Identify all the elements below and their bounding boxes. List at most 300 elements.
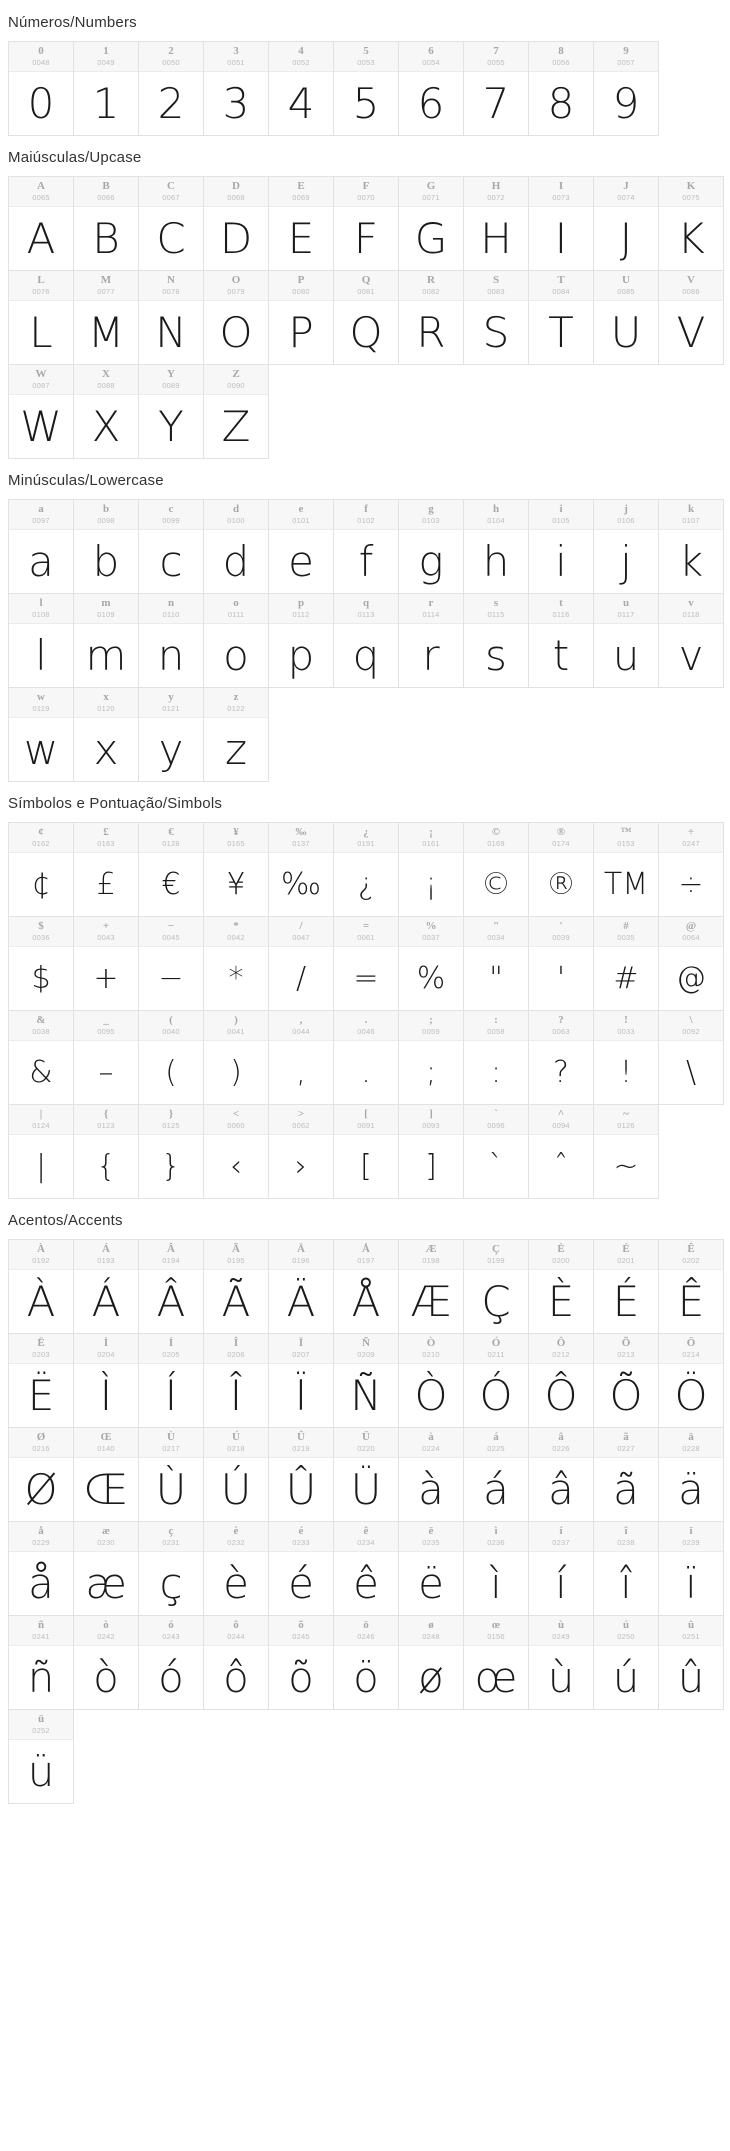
- glyph-cell[interactable]: [333, 916, 399, 1011]
- glyph-grid: [0, 1239, 730, 1803]
- glyph-cell[interactable]: [138, 1427, 204, 1522]
- glyph-cell[interactable]: [333, 593, 399, 688]
- glyph-cell[interactable]: [203, 593, 269, 688]
- glyph-name: Ì: [103, 1337, 109, 1350]
- glyph-cell[interactable]: [8, 1104, 74, 1199]
- glyph-cell[interactable]: [73, 41, 139, 136]
- glyph-cell[interactable]: [8, 1709, 74, 1804]
- glyph-code: 0079: [227, 286, 245, 296]
- glyph-cell[interactable]: [8, 916, 74, 1011]
- glyph-cell[interactable]: [138, 364, 204, 459]
- glyph-cell[interactable]: [463, 593, 529, 688]
- glyph-code: 0252: [32, 1725, 50, 1735]
- glyph-character: ": [489, 960, 503, 996]
- glyph-code: 0078: [162, 286, 180, 296]
- glyph-cell[interactable]: [138, 916, 204, 1011]
- glyph-code: 0087: [32, 380, 50, 390]
- glyph-cell[interactable]: [398, 499, 464, 594]
- glyph-cell[interactable]: [658, 1333, 724, 1428]
- glyph-cell[interactable]: [333, 822, 399, 917]
- glyph-header: [334, 500, 398, 530]
- glyph-cell[interactable]: [138, 1104, 204, 1199]
- glyph-cell[interactable]: [528, 1427, 594, 1522]
- glyph-character: =: [353, 960, 379, 996]
- section-title: Minúsculas/Lowercase: [8, 472, 164, 489]
- glyph-cell[interactable]: [593, 822, 659, 917]
- glyph-name: ÷: [687, 826, 695, 839]
- glyph-code: 0214: [682, 1349, 700, 1359]
- glyph-character: e: [288, 536, 314, 586]
- glyph-cell[interactable]: [8, 822, 74, 917]
- glyph-cell[interactable]: [203, 687, 269, 782]
- glyph-code: 0042: [227, 932, 245, 942]
- glyph-cell[interactable]: [528, 1333, 594, 1428]
- glyph-header: [139, 1105, 203, 1135]
- glyph-cell[interactable]: [593, 1427, 659, 1522]
- glyph-cell[interactable]: [528, 1104, 594, 1199]
- glyph-header: [529, 594, 593, 624]
- glyph-code: 0204: [97, 1349, 115, 1359]
- glyph-character: x: [93, 724, 119, 774]
- glyph-cell[interactable]: [8, 364, 74, 459]
- glyph-cell[interactable]: [73, 1521, 139, 1616]
- glyph-header: [334, 1428, 398, 1458]
- glyph-character: à: [418, 1464, 444, 1514]
- glyph-cell[interactable]: [138, 1239, 204, 1334]
- glyph-cell[interactable]: [268, 822, 334, 917]
- glyph-cell[interactable]: [333, 1427, 399, 1522]
- glyph-name: =: [362, 920, 370, 933]
- glyph-header: [139, 1011, 203, 1041]
- glyph-cell[interactable]: [203, 822, 269, 917]
- glyph-cell[interactable]: [658, 1239, 724, 1334]
- glyph-header: [74, 1105, 138, 1135]
- glyph-cell[interactable]: [8, 593, 74, 688]
- glyph-cell[interactable]: [463, 822, 529, 917]
- glyph-cell[interactable]: [73, 593, 139, 688]
- glyph-cell[interactable]: [138, 1521, 204, 1616]
- glyph-cell[interactable]: [268, 499, 334, 594]
- glyph-character: M: [87, 307, 125, 357]
- glyph-header: [399, 917, 463, 947]
- glyph-code: 0095: [97, 1026, 115, 1036]
- glyph-cell[interactable]: [463, 499, 529, 594]
- glyph-cell[interactable]: [333, 176, 399, 271]
- glyph-name: Û: [297, 1431, 305, 1444]
- glyph-name: ö: [363, 1619, 369, 1632]
- glyph-character: t: [552, 630, 570, 680]
- glyph-code: 0074: [617, 192, 635, 202]
- glyph-cell[interactable]: [593, 176, 659, 271]
- glyph-cell[interactable]: [398, 822, 464, 917]
- glyph-character: î: [620, 1558, 632, 1608]
- glyph-cell[interactable]: [8, 270, 74, 365]
- glyph-cell[interactable]: [268, 1333, 334, 1428]
- glyph-character: Ê: [677, 1276, 705, 1326]
- glyph-character: K: [677, 213, 705, 263]
- glyph-character: Ç: [481, 1276, 511, 1326]
- glyph-code: 0220: [357, 1443, 375, 1453]
- glyph-cell[interactable]: [463, 916, 529, 1011]
- glyph-cell[interactable]: [268, 41, 334, 136]
- glyph-header: [204, 1428, 268, 1458]
- glyph-character: f: [358, 536, 374, 586]
- glyph-character: h: [482, 536, 510, 586]
- glyph-code: 0238: [617, 1537, 635, 1547]
- glyph-name: $: [38, 920, 44, 933]
- glyph-cell[interactable]: [463, 41, 529, 136]
- glyph-cell[interactable]: [333, 1010, 399, 1105]
- glyph-character: k: [678, 536, 704, 586]
- glyph-cell[interactable]: [73, 822, 139, 917]
- glyph-cell[interactable]: [658, 1615, 724, 1710]
- glyph-character: ë: [418, 1558, 444, 1608]
- glyph-cell[interactable]: [333, 1521, 399, 1616]
- glyph-character: ‰: [280, 866, 322, 902]
- glyph-cell[interactable]: [8, 41, 74, 136]
- glyph-cell[interactable]: [528, 176, 594, 271]
- glyph-cell[interactable]: [203, 41, 269, 136]
- glyph-cell[interactable]: [268, 1010, 334, 1105]
- glyph-header: [139, 823, 203, 853]
- glyph-cell[interactable]: [463, 270, 529, 365]
- glyph-header: [74, 42, 138, 72]
- glyph-code: 0246: [357, 1631, 375, 1641]
- glyph-cell[interactable]: [658, 916, 724, 1011]
- glyph-cell[interactable]: [398, 1010, 464, 1105]
- glyph-cell[interactable]: [268, 593, 334, 688]
- glyph-cell[interactable]: [268, 1427, 334, 1522]
- glyph-cell[interactable]: [268, 1239, 334, 1334]
- glyph-name: ó: [168, 1619, 174, 1632]
- glyph-character: −: [158, 960, 184, 996]
- glyph-cell[interactable]: [528, 499, 594, 594]
- glyph-character: Ô: [544, 1370, 578, 1420]
- glyph-cell[interactable]: [593, 499, 659, 594]
- glyph-code: 0109: [97, 609, 115, 619]
- glyph-name: Ñ: [362, 1337, 370, 1350]
- glyph-cell[interactable]: [398, 1239, 464, 1334]
- glyph-name: ¢: [38, 826, 44, 839]
- glyph-cell[interactable]: [138, 1615, 204, 1710]
- glyph-cell[interactable]: [268, 1615, 334, 1710]
- glyph-cell[interactable]: [138, 1333, 204, 1428]
- glyph-cell[interactable]: [528, 1010, 594, 1105]
- glyph-character: ì: [490, 1558, 502, 1608]
- glyph-cell[interactable]: [268, 270, 334, 365]
- glyph-code: 0050: [162, 57, 180, 67]
- glyph-cell[interactable]: [8, 176, 74, 271]
- glyph-cell[interactable]: [528, 593, 594, 688]
- glyph-cell[interactable]: [203, 1427, 269, 1522]
- glyph-cell[interactable]: [398, 916, 464, 1011]
- glyph-cell[interactable]: [73, 1615, 139, 1710]
- glyph-cell[interactable]: [268, 916, 334, 1011]
- glyph-header: [529, 917, 593, 947]
- glyph-cell[interactable]: [528, 916, 594, 1011]
- glyph-header: [9, 917, 73, 947]
- glyph-code: 0228: [682, 1443, 700, 1453]
- glyph-character: ¿: [357, 866, 375, 902]
- glyph-cell[interactable]: [528, 270, 594, 365]
- glyph-code: 0111: [227, 609, 245, 619]
- glyph-header: [139, 1428, 203, 1458]
- glyph-character: T: [548, 307, 574, 357]
- glyph-cell[interactable]: [528, 822, 594, 917]
- glyph-code: 0234: [357, 1537, 375, 1547]
- glyph-cell[interactable]: [138, 1010, 204, 1105]
- glyph-name: {: [103, 1108, 109, 1121]
- glyph-name: g: [428, 503, 434, 516]
- glyph-name: ": [492, 920, 500, 933]
- glyph-cell[interactable]: [398, 1333, 464, 1428]
- glyph-cell[interactable]: [463, 1427, 529, 1522]
- glyph-name: À: [37, 1243, 45, 1256]
- glyph-cell[interactable]: [73, 1104, 139, 1199]
- glyph-character: TM: [603, 866, 649, 902]
- glyph-cell[interactable]: [8, 1010, 74, 1105]
- glyph-cell[interactable]: [73, 499, 139, 594]
- glyph-cell[interactable]: [593, 1333, 659, 1428]
- glyph-name: K: [686, 180, 696, 193]
- glyph-cell[interactable]: [658, 270, 724, 365]
- glyph-name: e: [298, 503, 304, 516]
- glyph-code: 0227: [617, 1443, 635, 1453]
- glyph-cell[interactable]: [333, 41, 399, 136]
- glyph-cell[interactable]: [203, 364, 269, 459]
- glyph-cell[interactable]: [138, 822, 204, 917]
- glyph-cell[interactable]: [333, 1104, 399, 1199]
- glyph-name: N: [167, 274, 175, 287]
- glyph-header: [9, 1522, 73, 1552]
- glyph-cell[interactable]: [73, 687, 139, 782]
- glyph-character: €: [161, 866, 181, 902]
- glyph-cell[interactable]: [593, 1104, 659, 1199]
- glyph-cell[interactable]: [8, 1427, 74, 1522]
- glyph-cell[interactable]: [528, 1521, 594, 1616]
- glyph-code: 0107: [682, 515, 700, 525]
- glyph-cell[interactable]: [333, 1239, 399, 1334]
- glyph-name: ;: [429, 1014, 433, 1027]
- glyph-cell[interactable]: [398, 176, 464, 271]
- glyph-header: [9, 594, 73, 624]
- glyph-cell[interactable]: [333, 1615, 399, 1710]
- glyph-cell[interactable]: [463, 1333, 529, 1428]
- glyph-header: [659, 1011, 723, 1041]
- glyph-cell[interactable]: [203, 1104, 269, 1199]
- glyph-cell[interactable]: [73, 1333, 139, 1428]
- glyph-cell[interactable]: [73, 364, 139, 459]
- glyph-name: á: [493, 1431, 499, 1444]
- glyph-character: ˆ: [553, 1148, 569, 1184]
- glyph-header: [269, 1011, 333, 1041]
- glyph-cell[interactable]: [463, 1521, 529, 1616]
- glyph-cell[interactable]: [8, 687, 74, 782]
- glyph-cell[interactable]: [8, 1239, 74, 1334]
- glyph-code: 0043: [97, 932, 115, 942]
- glyph-cell[interactable]: [138, 687, 204, 782]
- glyph-character: 1: [92, 78, 120, 128]
- glyph-cell[interactable]: [398, 1427, 464, 1522]
- glyph-cell[interactable]: [658, 593, 724, 688]
- glyph-cell[interactable]: [398, 1104, 464, 1199]
- glyph-cell[interactable]: [73, 1239, 139, 1334]
- glyph-code: 0085: [617, 286, 635, 296]
- glyph-cell[interactable]: [333, 270, 399, 365]
- glyph-cell[interactable]: [528, 1239, 594, 1334]
- glyph-cell[interactable]: [593, 1521, 659, 1616]
- glyph-code: 0140: [97, 1443, 115, 1453]
- glyph-cell[interactable]: [463, 176, 529, 271]
- glyph-cell[interactable]: [463, 1615, 529, 1710]
- glyph-cell[interactable]: [658, 822, 724, 917]
- glyph-name: i: [559, 503, 563, 516]
- glyph-code: 0174: [552, 838, 570, 848]
- glyph-cell[interactable]: [203, 499, 269, 594]
- glyph-cell[interactable]: [73, 176, 139, 271]
- glyph-code: 0064: [682, 932, 700, 942]
- glyph-character: %: [416, 960, 446, 996]
- glyph-name: L: [37, 274, 45, 287]
- glyph-cell[interactable]: [138, 499, 204, 594]
- glyph-cell[interactable]: [398, 1615, 464, 1710]
- glyph-cell[interactable]: [658, 1010, 724, 1105]
- glyph-cell[interactable]: [658, 1427, 724, 1522]
- glyph-code: 0162: [32, 838, 50, 848]
- glyph-character: æ: [85, 1558, 127, 1608]
- glyph-header: [204, 1011, 268, 1041]
- glyph-cell[interactable]: [73, 270, 139, 365]
- glyph-header: [529, 1105, 593, 1135]
- glyph-character: n: [157, 630, 185, 680]
- glyph-header: [139, 500, 203, 530]
- glyph-cell[interactable]: [593, 916, 659, 1011]
- glyph-character: â: [548, 1464, 574, 1514]
- glyph-cell[interactable]: [593, 1615, 659, 1710]
- glyph-code: 0248: [422, 1631, 440, 1641]
- glyph-cell[interactable]: [658, 499, 724, 594]
- glyph-code: 0044: [292, 1026, 310, 1036]
- glyph-cell[interactable]: [593, 270, 659, 365]
- glyph-cell[interactable]: [138, 41, 204, 136]
- glyph-code: 0057: [617, 57, 635, 67]
- glyph-code: 0094: [552, 1120, 570, 1130]
- glyph-code: 0239: [682, 1537, 700, 1547]
- glyph-header: [594, 1105, 658, 1135]
- glyph-header: [399, 500, 463, 530]
- glyph-cell[interactable]: [463, 1010, 529, 1105]
- glyph-code: 0250: [617, 1631, 635, 1641]
- glyph-cell[interactable]: [463, 1104, 529, 1199]
- glyph-cell[interactable]: [138, 593, 204, 688]
- glyph-cell[interactable]: [203, 1615, 269, 1710]
- glyph-cell[interactable]: [463, 1239, 529, 1334]
- glyph-cell[interactable]: [203, 1333, 269, 1428]
- glyph-cell[interactable]: [528, 41, 594, 136]
- glyph-header: [659, 1240, 723, 1270]
- glyph-cell[interactable]: [398, 1521, 464, 1616]
- glyph-name: :: [494, 1014, 498, 1027]
- glyph-cell[interactable]: [593, 1010, 659, 1105]
- glyph-cell[interactable]: [528, 1615, 594, 1710]
- glyph-cell[interactable]: [398, 270, 464, 365]
- glyph-code: 0153: [617, 838, 635, 848]
- glyph-header: [659, 177, 723, 207]
- glyph-name: õ: [298, 1619, 304, 1632]
- glyph-character: Ï: [294, 1370, 308, 1420]
- glyph-code: 0104: [487, 515, 505, 525]
- glyph-cell[interactable]: [333, 1333, 399, 1428]
- glyph-code: 0049: [97, 57, 115, 67]
- glyph-cell[interactable]: [138, 270, 204, 365]
- glyph-cell[interactable]: [268, 176, 334, 271]
- glyph-name: j: [624, 503, 628, 516]
- glyph-cell[interactable]: [658, 176, 724, 271]
- glyph-character: P: [288, 307, 314, 357]
- glyph-character: Ì: [99, 1370, 113, 1420]
- glyph-character: z: [224, 724, 248, 774]
- glyph-cell[interactable]: [333, 499, 399, 594]
- glyph-header: [529, 500, 593, 530]
- glyph-cell[interactable]: [8, 1615, 74, 1710]
- glyph-name: Ë: [37, 1337, 45, 1350]
- glyph-cell[interactable]: [8, 1333, 74, 1428]
- glyph-cell[interactable]: [203, 916, 269, 1011]
- glyph-cell[interactable]: [398, 41, 464, 136]
- glyph-header: [399, 1428, 463, 1458]
- glyph-character: ~: [613, 1148, 639, 1184]
- glyph-code: 0128: [162, 838, 180, 848]
- glyph-cell[interactable]: [203, 1239, 269, 1334]
- glyph-cell[interactable]: [73, 1427, 139, 1522]
- glyph-cell[interactable]: [203, 1521, 269, 1616]
- glyph-name: ¥: [233, 826, 239, 839]
- glyph-code: 0219: [292, 1443, 310, 1453]
- glyph-code: 0046: [357, 1026, 375, 1036]
- glyph-cell[interactable]: [593, 1239, 659, 1334]
- glyph-name: Ä: [297, 1243, 305, 1256]
- glyph-code: 0245: [292, 1631, 310, 1641]
- glyph-cell[interactable]: [593, 41, 659, 136]
- glyph-cell[interactable]: [73, 1010, 139, 1105]
- glyph-cell[interactable]: [8, 1521, 74, 1616]
- glyph-cell[interactable]: [593, 593, 659, 688]
- glyph-header: [464, 500, 528, 530]
- glyph-code: 0120: [97, 703, 115, 713]
- glyph-cell[interactable]: [658, 1521, 724, 1616]
- glyph-cell[interactable]: [268, 1104, 334, 1199]
- glyph-name: k: [687, 503, 695, 516]
- glyph-cell[interactable]: [203, 176, 269, 271]
- glyph-header: [594, 1522, 658, 1552]
- glyph-cell[interactable]: [398, 593, 464, 688]
- glyph-header: [529, 1334, 593, 1364]
- glyph-character: Æ: [410, 1276, 452, 1326]
- glyph-cell[interactable]: [73, 916, 139, 1011]
- glyph-header: [9, 42, 73, 72]
- glyph-character: ç: [159, 1558, 183, 1608]
- glyph-cell[interactable]: [8, 499, 74, 594]
- glyph-name: G: [426, 180, 436, 193]
- glyph-cell[interactable]: [203, 1010, 269, 1105]
- glyph-cell[interactable]: [138, 176, 204, 271]
- glyph-cell[interactable]: [203, 270, 269, 365]
- glyph-grid: [0, 41, 730, 135]
- glyph-cell[interactable]: [268, 1521, 334, 1616]
- glyph-character: .: [361, 1054, 371, 1090]
- glyph-code: 0073: [552, 192, 570, 202]
- glyph-name: 6: [428, 45, 434, 58]
